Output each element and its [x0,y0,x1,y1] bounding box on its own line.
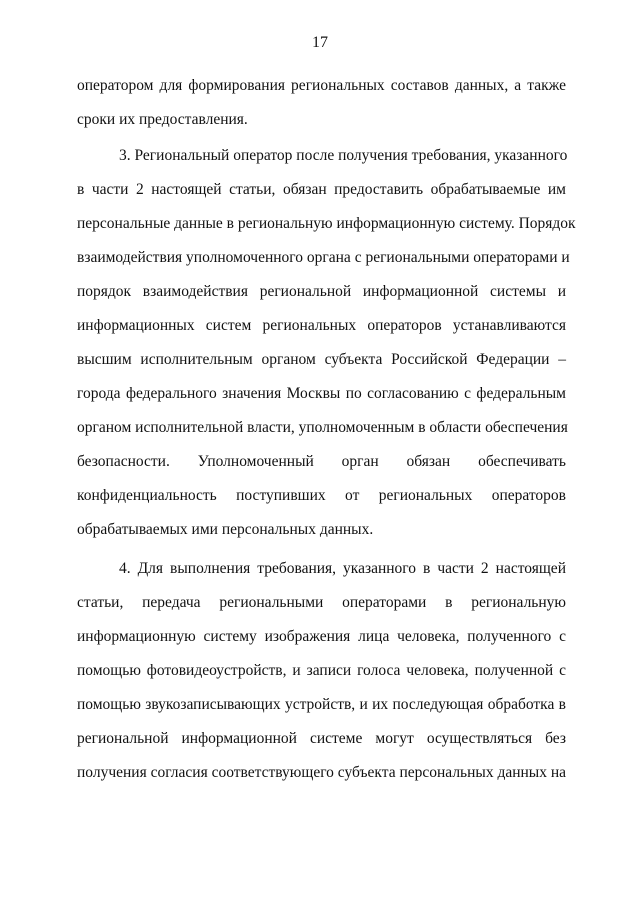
paragraph-clause-3 [77,139,576,547]
text-line: региональной информационной системе могут осуществляться без [77,730,566,747]
text-line: безопасности. Уполномоченный орган обязан обеспечивать [77,453,566,470]
text-line: оператором для формирования региональных составов данных, а также [77,77,566,94]
text-line: конфиденциальность поступивших от региональных операторов [77,487,566,504]
text-line: персональные данные в региональную информационную систему. Порядок [77,215,576,232]
text-line: помощью звукозаписывающих устройств, и их последующая обработка в [77,696,566,713]
text-line: обрабатываемых ими персональных данных. [77,521,374,538]
text-line: 3. Региональный оператор после получения требования, указанного [119,147,568,164]
paragraph-clause-4 [77,552,566,790]
text-line: информационных систем региональных операторов устанавливаются [77,317,566,334]
text-line: высшим исполнительным органом субъекта Российской Федерации – [77,351,566,368]
text-line: информационную систему изображения лица человека, полученного с [77,628,566,645]
text-line: в части 2 настоящей статьи, обязан предоставить обрабатываемые им [77,181,566,198]
text-line: 4. Для выполнения требования, указанного в части 2 настоящей [119,560,566,577]
text-line: порядок взаимодействия региональной информационной системы и [77,283,566,300]
text-line: получения согласия соответствующего субъекта персональных данных на [77,764,567,781]
text-line: сроки их предоставления. [77,111,248,128]
text-line: помощью фотовидеоустройств, и записи голоса человека, полученной с [77,662,566,679]
text-line: органом исполнительной власти, уполномоченным в области обеспечения [77,419,568,436]
page-number: 17 [312,34,328,51]
text-line: статьи, передача региональными операторами в региональную [77,594,566,611]
text-line: города федерального значения Москвы по согласованию с федеральным [77,385,566,402]
paragraph-continuation [77,69,566,137]
text-line: взаимодействия уполномоченного органа с региональными операторами и [77,249,570,266]
